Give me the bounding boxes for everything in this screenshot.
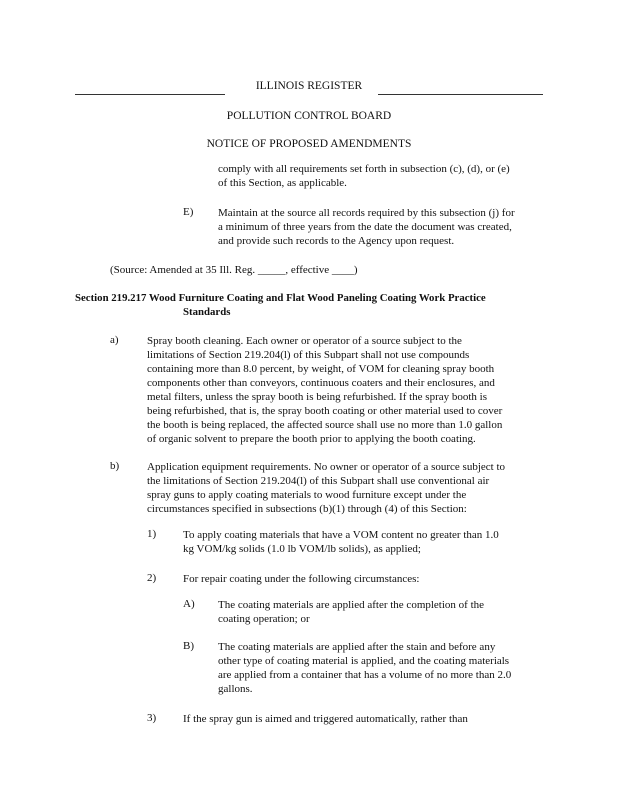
header-rule-right [378, 94, 543, 95]
header-rule-left [75, 94, 225, 95]
item-b2b-text: The coating materials are applied after the stain and before any other type of coating material is applied, and the coating materials are applied from a container that has a volume of no more than 2.0 gallons. [218, 641, 512, 695]
item-b2a-label: A) [183, 598, 195, 610]
item-b1-label: 1) [147, 528, 157, 540]
item-a-text: Spray booth cleaning. Each owner or operator of a source subject to the limitations of Section 219.204(l) of this Subpart shall not use compounds containing more than 8.0 percent, by weight, of VOM for cleaning spray booth components other than conveyors, continuous coaters and their enclosures, and metal filters, unless the spray booth is being refurbished. If the spray booth is being refurbished, that is, the spray booth coating or other material used to cover the booth is being replaced, the affected source shall use no more than 1.0 gallon of organic solvent to prepare the booth prior to applying the booth coating. [147, 335, 503, 445]
item-e-label: E) [183, 206, 194, 218]
item-a-label: a) [110, 334, 119, 346]
source-note: (Source: Amended at 35 Ill. Reg. _____, effective ____) [110, 264, 358, 276]
item-b-text: Application equipment requirements. No owner or operator of a source subject to the limitations of Section 219.204(l) of this Subpart shall use conventional air spray guns to apply coating materials to wood furniture except under the circumstances specified in subsections (b)(1) through (4) of this Section: [147, 461, 505, 515]
continuation-text: comply with all requirements set forth in subsection (c), (d), or (e) of this Section, as applicable. [218, 163, 510, 189]
notice-title: NOTICE OF PROPOSED AMENDMENTS [206, 138, 412, 150]
agency-title: POLLUTION CONTROL BOARD [226, 110, 392, 122]
item-b2-text: For repair coating under the following circumstances: [183, 573, 420, 585]
item-b2b-label: B) [183, 640, 194, 652]
section-heading-cont: Standards [183, 306, 231, 318]
item-b3-label: 3) [147, 712, 157, 724]
item-b-label: b) [110, 460, 120, 472]
section-heading: Section 219.217 Wood Furniture Coating and Flat Wood Paneling Coating Work Practice [75, 292, 486, 304]
item-b2-label: 2) [147, 572, 157, 584]
item-b3-text: If the spray gun is aimed and triggered automatically, rather than [183, 713, 468, 725]
register-title: ILLINOIS REGISTER [255, 80, 363, 92]
item-e-text: Maintain at the source all records required by this subsection (j) for a minimum of three years from the date the document was created, and provide such records to the Agency upon request. [218, 207, 515, 247]
item-b1-text: To apply coating materials that have a VOM content no greater than 1.0 kg VOM/kg solids (1.0 lb VOM/lb solids), as applied; [183, 529, 499, 555]
item-b2a-text: The coating materials are applied after the completion of the coating operation; or [218, 599, 485, 625]
